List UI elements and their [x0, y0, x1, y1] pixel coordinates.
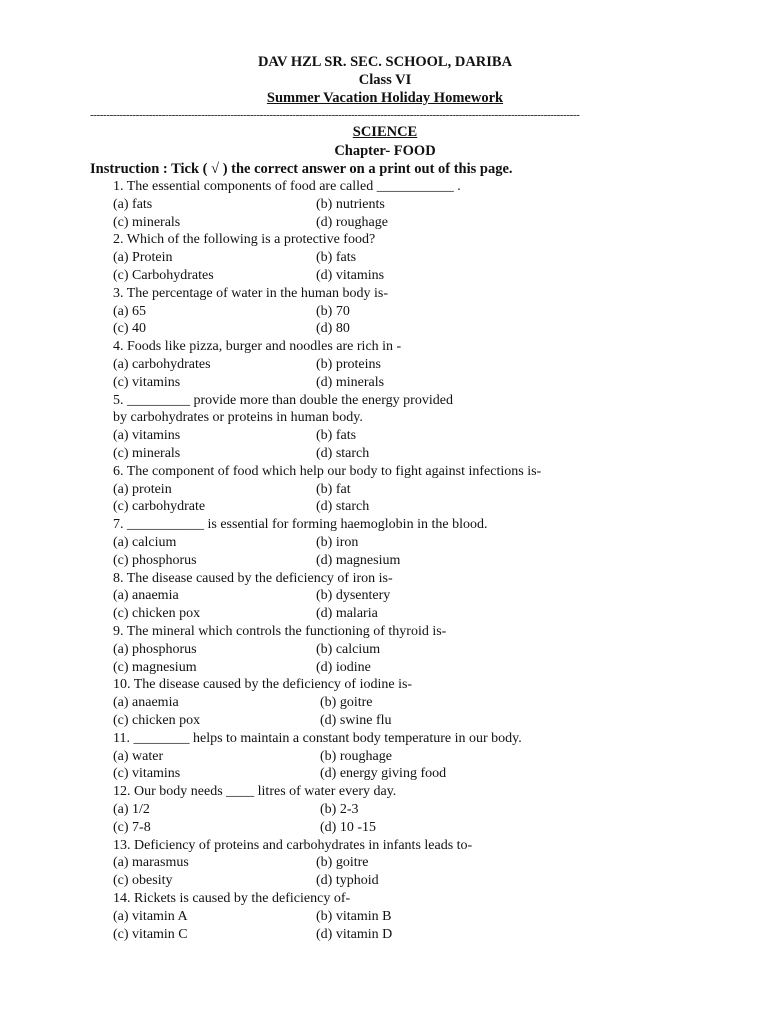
option-d: (d) minerals: [316, 374, 385, 390]
option-a: (a) 65: [113, 303, 147, 319]
option-a: (a) anaemia: [113, 695, 179, 711]
question-text: 11. ________ helps to maintain a constant body temperature in our body.: [113, 730, 522, 746]
option-c: (c) minerals: [113, 214, 181, 230]
question-text: 7. ___________ is essential for forming haemoglobin in the blood.: [113, 517, 488, 533]
option-b: (b) proteins: [316, 357, 381, 372]
option-b: (b) 70: [316, 303, 350, 319]
option-d: (d) starch: [316, 446, 370, 461]
question-text: 5. _________ provide more than double the energy provided: [113, 392, 453, 408]
question-text-continued: by carbohydrates or proteins in human body.: [113, 410, 363, 426]
subject-title: SCIENCE: [352, 124, 418, 140]
option-c: (c) 40: [113, 321, 147, 337]
option-d: (d) typhoid: [316, 873, 379, 889]
option-d: (d) energy giving food: [320, 766, 447, 782]
option-c: (c) 7-8: [113, 819, 151, 835]
option-b: (b) fats: [316, 250, 357, 266]
class-label: Class VI: [358, 72, 412, 88]
option-a: (a) water: [113, 748, 164, 764]
option-a: (a) anaemia: [113, 588, 179, 604]
option-b: (b) calcium: [316, 641, 381, 657]
question-text: 14. Rickets is caused by the deficiency of-: [113, 891, 351, 906]
option-d: (d) 10 -15: [320, 819, 376, 835]
option-d: (d) malaria: [316, 606, 378, 622]
option-b: (b) roughage: [320, 748, 392, 764]
option-c: (c) carbohydrate: [113, 499, 206, 515]
option-c: (c) vitamin C: [113, 926, 188, 942]
question-text: 13. Deficiency of proteins and carbohydrates in infants leads to-: [113, 837, 473, 853]
option-d: (d) iodine: [316, 659, 371, 675]
option-d: (d) starch: [316, 499, 370, 515]
option-b: (b) dysentery: [316, 588, 391, 604]
question-text: 4. Foods like pizza, burger and noodles are rich in -: [113, 339, 402, 355]
option-c: (c) minerals: [113, 446, 181, 461]
option-c: (c) phosphorus: [113, 552, 197, 568]
question-text: 2. Which of the following is a protective food?: [113, 232, 376, 248]
option-a: (a) marasmus: [113, 855, 189, 871]
separator-line: ------------------------------------------------------------------------------------------------------------------------------------------------------: [90, 109, 580, 121]
option-d: (d) magnesium: [316, 552, 401, 568]
question-text: 12. Our body needs ____ litres of water every day.: [113, 784, 397, 800]
option-b: (b) vitamin B: [316, 908, 392, 924]
option-a: (a) calcium: [113, 535, 177, 550]
option-d: (d) vitamin D: [316, 926, 393, 942]
question-text: 9. The mineral which controls the functioning of thyroid is-: [113, 624, 447, 639]
option-a: (a) fats: [113, 196, 153, 212]
option-a: (a) carbohydrates: [113, 357, 211, 372]
option-d: (d) swine flu: [320, 713, 392, 728]
option-b: (b) fats: [316, 428, 357, 444]
homework-title: Summer Vacation Holiday Homework: [266, 90, 504, 106]
chapter-title: Chapter- FOOD: [334, 143, 436, 159]
option-b: (b) fat: [316, 481, 351, 497]
option-a: (a) vitamins: [113, 428, 181, 444]
option-b: (b) nutrients: [316, 196, 385, 212]
option-b: (b) 2-3: [320, 802, 359, 817]
option-c: (c) Carbohydrates: [113, 268, 214, 283]
option-c: (c) chicken pox: [113, 606, 201, 622]
option-d: (d) vitamins: [316, 268, 385, 283]
option-c: (c) chicken pox: [113, 713, 201, 728]
option-a: (a) 1/2: [113, 802, 150, 817]
option-b: (b) iron: [316, 535, 359, 550]
option-c: (c) obesity: [113, 873, 173, 889]
option-a: (a) Protein: [113, 250, 173, 266]
question-text: 8. The disease caused by the deficiency of iron is-: [113, 570, 393, 586]
option-b: (b) goitre: [320, 695, 373, 711]
option-a: (a) vitamin A: [113, 908, 188, 924]
option-a: (a) protein: [113, 481, 172, 497]
option-c: (c) vitamins: [113, 766, 181, 782]
option-d: (d) roughage: [316, 214, 388, 230]
question-text: 6. The component of food which help our body to fight against infections is-: [113, 463, 542, 479]
option-c: (c) magnesium: [113, 659, 197, 675]
question-text: 10. The disease caused by the deficiency of iodine is-: [113, 677, 413, 693]
option-d: (d) 80: [316, 321, 350, 337]
option-b: (b) goitre: [316, 855, 369, 871]
school-name: DAV HZL SR. SEC. SCHOOL, DARIBA: [257, 54, 513, 70]
instruction: Instruction : Tick ( √ ) the correct answer on a print out of this page.: [90, 161, 513, 177]
question-text: 1. The essential components of food are called ___________ .: [113, 179, 461, 194]
question-text: 3. The percentage of water in the human body is-: [113, 285, 388, 301]
option-a: (a) phosphorus: [113, 641, 197, 657]
option-c: (c) vitamins: [113, 374, 181, 390]
